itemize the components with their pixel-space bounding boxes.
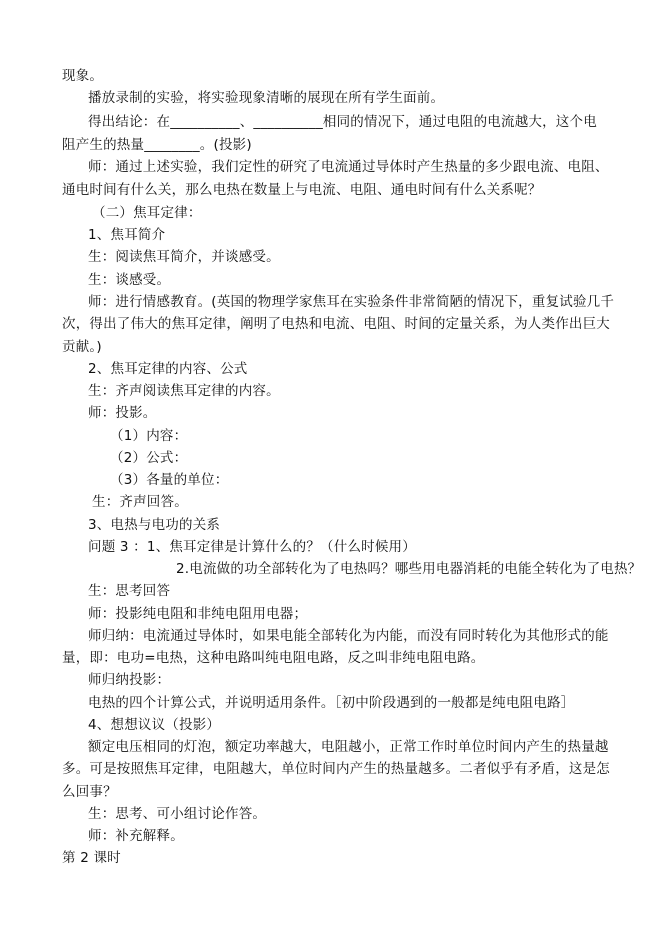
list-item: （1）内容： (110, 428, 188, 444)
text-line: 播放录制的实验，将实验现象清晰的展现在所有学生面前。 (88, 90, 445, 106)
text-line: 师：进行情感教育。(英国的物理学家焦耳在实验条件非常简陋的情况下，重复试验几千 (88, 294, 615, 310)
text-line: 师：投影。 (88, 405, 157, 421)
text-line: 师：补充解释。 (88, 828, 184, 844)
question-line: 2.电流做的功全部转化为了电热吗？哪些用电器消耗的电能全转化为了电热？ (176, 561, 642, 577)
list-item: （3）各量的单位： (110, 472, 229, 488)
text-line: 师归纳投影： (88, 672, 171, 688)
text-line: 通电时间有什么关，那么电热在数量上与电流、电阻、通电时间有什么关系呢？ (62, 182, 542, 198)
question-line: 问题 3 ：1、焦耳定律是计算什么的？（什么时候用） (88, 539, 416, 555)
subsection-heading: 3、电热与电功的关系 (88, 517, 221, 533)
subsection-heading: 4、想想议议（投影） (88, 717, 221, 733)
lesson-heading: 第 2 课时 (62, 850, 121, 866)
text-line: 生：思考回答 (88, 583, 171, 599)
text-line: 师：投影纯电阻和非纯电阻用电器； (88, 606, 308, 622)
text-line: 阻产生的热量________。(投影) (62, 137, 252, 153)
subsection-heading: 2、焦耳定律的内容、公式 (88, 361, 248, 377)
text-line: 多。可是按照焦耳定律，电阻越大，单位时间内产生的热量越多。二者似乎有矛盾，这是怎 (62, 761, 610, 777)
text-line: 生：阅读焦耳简介，并谈感受。 (88, 249, 280, 265)
section-heading: （二）焦耳定律： (92, 205, 202, 221)
text-line: 师：通过上述实验，我们定性的研究了电流通过导体时产生热量的多少跟电流、电阻、 (88, 159, 609, 175)
text-line: 次，得出了伟大的焦耳定律，阐明了电热和电流、电阻、时间的定量关系，为人类作出巨大 (62, 316, 610, 332)
text-line: 师归纳：电流通过导体时，如果电能全部转化为内能，而没有同时转化为其他形式的能 (88, 628, 609, 644)
text-line: 电热的四个计算公式，并说明适用条件。［初中阶段遇到的一般都是纯电阻电路］ (88, 695, 575, 711)
text-line: 贡献。) (62, 339, 102, 355)
text-line: 生：谈感受。 (88, 272, 171, 288)
text-line: 得出结论：在__________、__________相同的情况下，通过电阻的电流越大，这个电 (88, 114, 597, 130)
text-line: 生：思考、可小组讨论作答。 (88, 806, 267, 822)
text-line: 生：齐声回答。 (92, 494, 188, 510)
list-item: （2）公式： (110, 450, 188, 466)
subsection-heading: 1、焦耳简介 (88, 227, 166, 243)
text-line: 量，即：电功=电热，这种电路叫纯电阻电路，反之叫非纯电阻电路。 (62, 650, 485, 666)
text-line: 生：齐声阅读焦耳定律的内容。 (88, 383, 280, 399)
text-line: 额定电压相同的灯泡，额定功率越大，电阻越小，正常工作时单位时间内产生的热量越 (88, 739, 609, 755)
text-line: 现象。 (62, 68, 104, 84)
text-line: 么回事？ (62, 784, 117, 800)
